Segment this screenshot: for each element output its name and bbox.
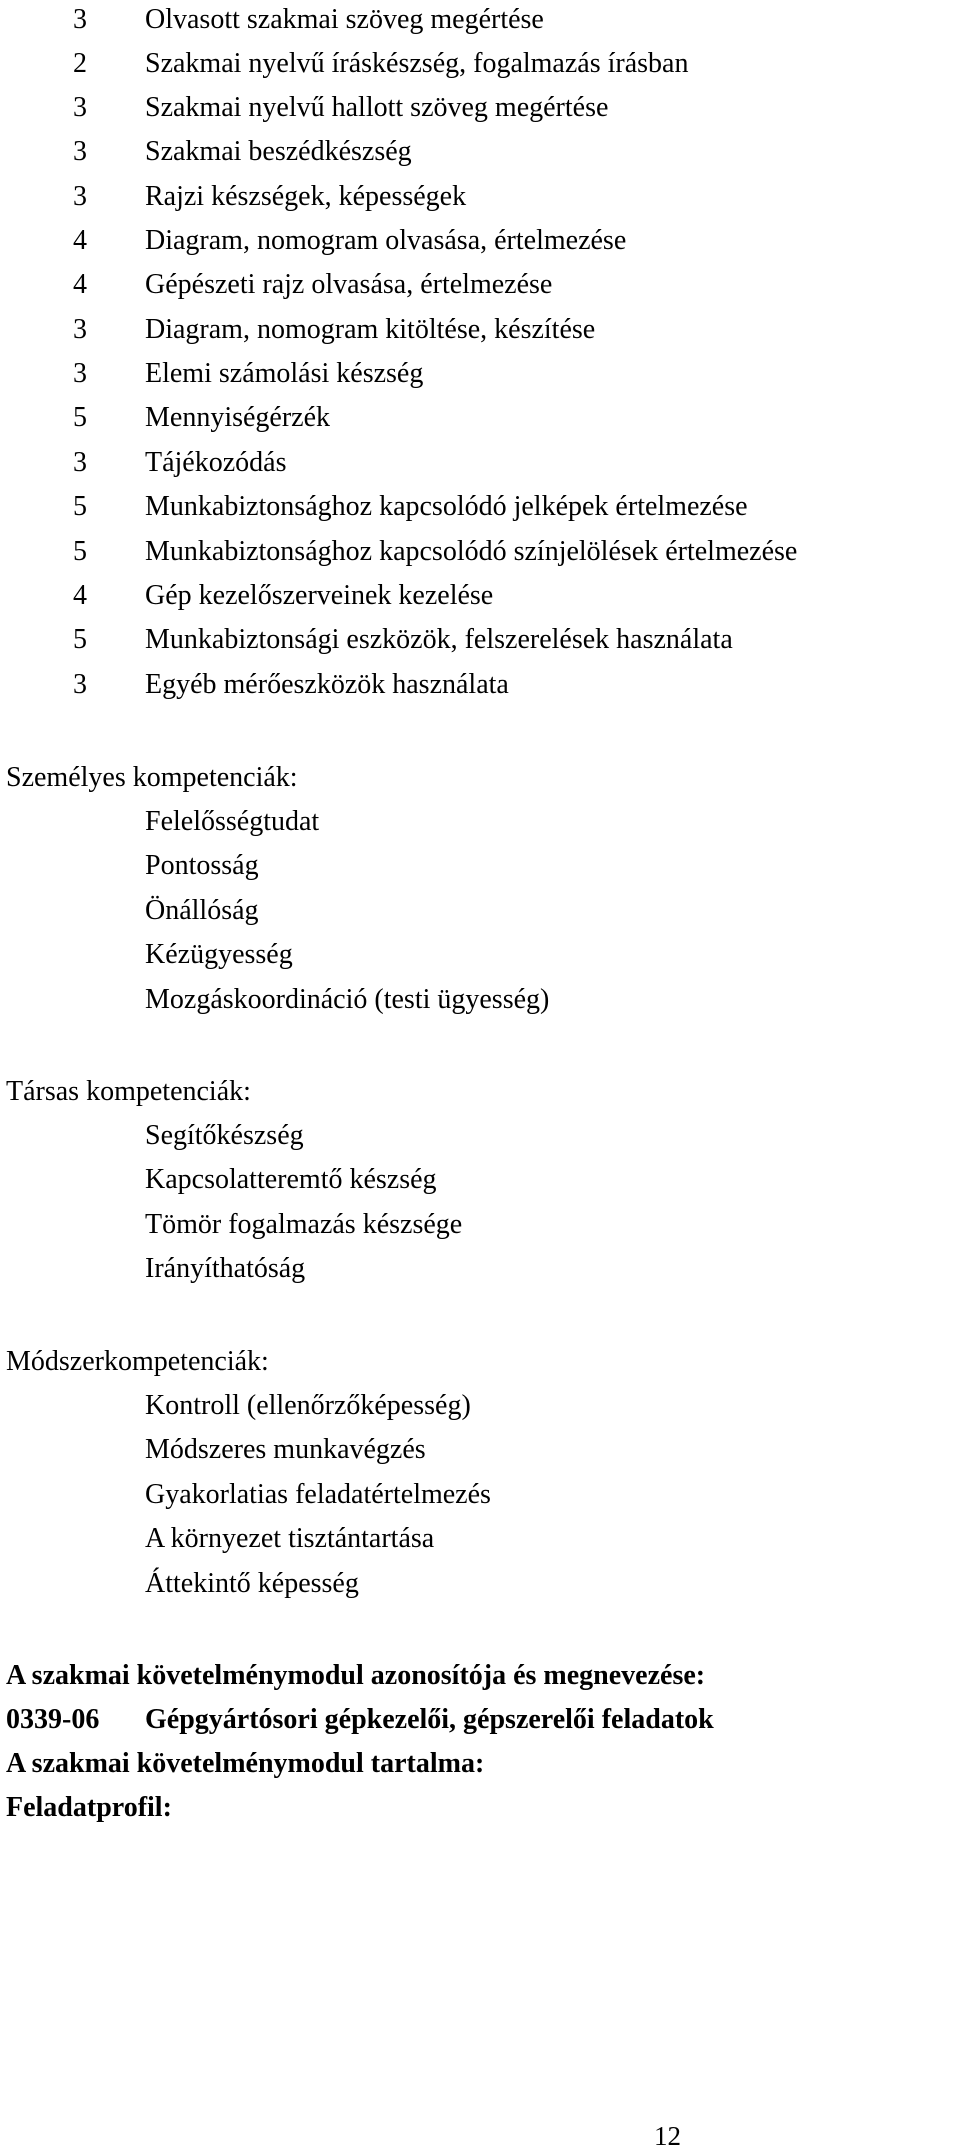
competency-item: A környezet tisztántartása bbox=[145, 1523, 435, 1554]
competency-item: Kézügyesség bbox=[145, 939, 293, 970]
section-heading: Személyes kompetenciák: bbox=[6, 762, 298, 793]
skill-label: Gép kezelőszerveinek kezelése bbox=[145, 580, 494, 611]
competency-item: Pontosság bbox=[145, 850, 259, 881]
competency-item: Segítőkészség bbox=[145, 1120, 304, 1151]
skill-label: Egyéb mérőeszközök használata bbox=[145, 669, 509, 700]
section-heading: Társas kompetenciák: bbox=[6, 1076, 251, 1107]
skill-label: Olvasott szakmai szöveg megértése bbox=[145, 4, 544, 35]
skill-level: 5 bbox=[73, 624, 87, 655]
module-content-title: A szakmai követelménymodul tartalma: bbox=[6, 1748, 485, 1779]
skill-level: 3 bbox=[73, 447, 87, 478]
competency-item: Tömör fogalmazás készsége bbox=[145, 1209, 463, 1240]
module-code: 0339-06 bbox=[6, 1704, 100, 1735]
skill-level: 2 bbox=[73, 48, 87, 79]
skill-label: Tájékozódás bbox=[145, 447, 287, 478]
competency-item: Mozgáskoordináció (testi ügyesség) bbox=[145, 984, 550, 1015]
competency-item: Módszeres munkavégzés bbox=[145, 1434, 426, 1465]
skill-level: 5 bbox=[73, 536, 87, 567]
section-heading: Módszerkompetenciák: bbox=[6, 1346, 269, 1377]
skill-label: Szakmai nyelvű hallott szöveg megértése bbox=[145, 92, 609, 123]
skill-label: Elemi számolási készség bbox=[145, 358, 424, 389]
module-code-line bbox=[6, 1700, 714, 1740]
skill-level: 4 bbox=[73, 269, 87, 300]
competency-item: Kontroll (ellenőrzőképesség) bbox=[145, 1390, 471, 1421]
competency-item: Felelősségtudat bbox=[145, 806, 320, 837]
skill-level: 3 bbox=[73, 358, 87, 389]
skill-level: 3 bbox=[73, 92, 87, 123]
page-number: 12 bbox=[654, 2121, 681, 2151]
skill-level: 5 bbox=[73, 402, 87, 433]
competency-item: Önállóság bbox=[145, 895, 259, 926]
skill-level: 3 bbox=[73, 669, 87, 700]
skill-label: Munkabiztonsághoz kapcsolódó színjelölések értelmezése bbox=[145, 536, 798, 567]
skill-label: Gépészeti rajz olvasása, értelmezése bbox=[145, 269, 553, 300]
skill-label: Mennyiségérzék bbox=[145, 402, 331, 433]
module-id-title: A szakmai követelménymodul azonosítója és megnevezése: bbox=[6, 1660, 706, 1691]
competency-item: Irányíthatóság bbox=[145, 1253, 306, 1284]
skill-level: 4 bbox=[73, 225, 87, 256]
skill-level: 5 bbox=[73, 491, 87, 522]
skill-label: Szakmai beszédkészség bbox=[145, 136, 412, 167]
skill-label: Rajzi készségek, képességek bbox=[145, 181, 467, 212]
skill-label: Diagram, nomogram olvasása, értelmezése bbox=[145, 225, 627, 256]
skill-level: 4 bbox=[73, 580, 87, 611]
competency-item: Gyakorlatias feladatértelmezés bbox=[145, 1479, 491, 1510]
competency-item: Áttekintő képesség bbox=[145, 1568, 359, 1599]
skill-label: Munkabiztonsághoz kapcsolódó jelképek értelmezése bbox=[145, 491, 748, 522]
skill-level: 3 bbox=[73, 181, 87, 212]
skill-label: Diagram, nomogram kitöltése, készítése bbox=[145, 314, 596, 345]
skill-label: Szakmai nyelvű íráskészség, fogalmazás írásban bbox=[145, 48, 689, 79]
competency-item: Kapcsolatteremtő készség bbox=[145, 1164, 437, 1195]
skill-level: 3 bbox=[73, 4, 87, 35]
skill-label: Munkabiztonsági eszközök, felszerelések használata bbox=[145, 624, 733, 655]
skill-level: 3 bbox=[73, 136, 87, 167]
task-profile-title: Feladatprofil: bbox=[6, 1792, 172, 1823]
skill-level: 3 bbox=[73, 314, 87, 345]
module-name: Gépgyártósori gépkezelői, gépszerelői feladatok bbox=[145, 1704, 714, 1735]
